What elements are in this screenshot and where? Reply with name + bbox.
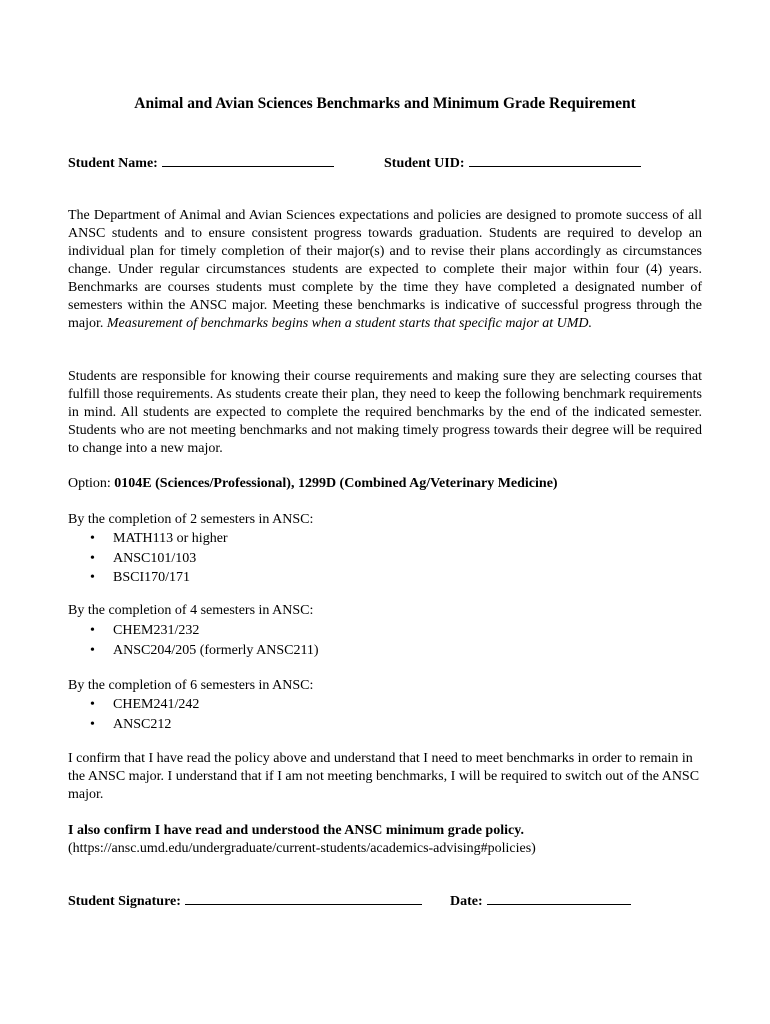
list-item: • CHEM241/242: [68, 695, 199, 715]
date-field: [450, 890, 631, 912]
grade-policy-confirm: I also confirm I have read and understood the ANSC minimum grade policy.: [68, 823, 524, 838]
list-item: • ANSC101/103: [68, 549, 228, 569]
signature-label: Student Signature:: [68, 894, 181, 909]
policy-url: (https://ansc.umd.edu/undergraduate/current-students/academics-advising#policies): [68, 841, 536, 856]
benchmark-heading-4-semesters: By the completion of 4 semesters in ANSC:: [68, 603, 314, 618]
intro-text: The Department of Animal and Avian Sciences expectations and policies are designed to promote success of all ANSC students and to ensure consistent progress towards graduation. Students are required to develop an individual plan for timely completion of their major(s) and to revise their plans accordingly as circumstances change. Under regular circumstances students are expected to complete their major within four (4) years. Benchmarks are courses students must complete by the time they have completed a designated number of semesters within the ANSC major. Meeting these benchmarks is indicative of successful progress through the major.: [68, 208, 702, 331]
student-uid-field: [384, 152, 641, 174]
list-item: • ANSC212: [68, 715, 199, 735]
option-line: [68, 475, 558, 493]
list-item: • ANSC204/205 (formerly ANSC211): [68, 641, 319, 661]
option-value: 0104E (Sciences/Professional), 1299D (Combined Ag/Veterinary Medicine): [114, 476, 558, 491]
benchmark-list-4-semesters: [68, 621, 319, 660]
signature-row: [68, 890, 702, 910]
signature-blank[interactable]: [185, 890, 422, 905]
intro-paragraph: [68, 207, 702, 333]
list-item: • BSCI170/171: [68, 568, 228, 588]
benchmark-list-2-semesters: [68, 529, 228, 588]
document-page: [68, 0, 702, 1024]
student-name-field: [68, 152, 334, 174]
benchmark-heading-2-semesters: By the completion of 2 semesters in ANSC:: [68, 512, 314, 527]
list-item: • CHEM231/232: [68, 621, 319, 641]
option-label: Option:: [68, 476, 111, 491]
benchmark-list-6-semesters: [68, 695, 199, 734]
student-name-blank[interactable]: [162, 152, 334, 167]
student-name-label: Student Name:: [68, 156, 158, 171]
date-label: Date:: [450, 894, 483, 909]
document-title: Animal and Avian Sciences Benchmarks and Minimum Grade Requirement: [134, 95, 636, 112]
student-uid-blank[interactable]: [469, 152, 641, 167]
list-item: • MATH113 or higher: [68, 529, 228, 549]
benchmark-heading-6-semesters: By the completion of 6 semesters in ANSC:: [68, 678, 314, 693]
confirm-paragraph: I confirm that I have read the policy above and understand that I need to meet benchmarks in order to remain in the ANSC major. I understand that if I am not meeting benchmarks, I will be required to switch out of the ANSC major.: [68, 751, 700, 802]
signature-field: [68, 890, 422, 912]
intro-italic-text: Measurement of benchmarks begins when a student starts that specific major at UMD.: [106, 316, 593, 331]
date-blank[interactable]: [487, 890, 631, 905]
responsibility-paragraph: Students are responsible for knowing their course requirements and making sure they are selecting courses that fulfill those requirements. As students create their plan, they need to keep the following benchmark requirements in mind. All students are expected to complete the required benchmarks by the end of the indicated semester. Students who are not meeting benchmarks and not making timely progress towards their degree will be required to change into a new major.: [68, 369, 702, 456]
student-uid-label: Student UID:: [384, 156, 465, 171]
student-info-row: [68, 152, 702, 172]
